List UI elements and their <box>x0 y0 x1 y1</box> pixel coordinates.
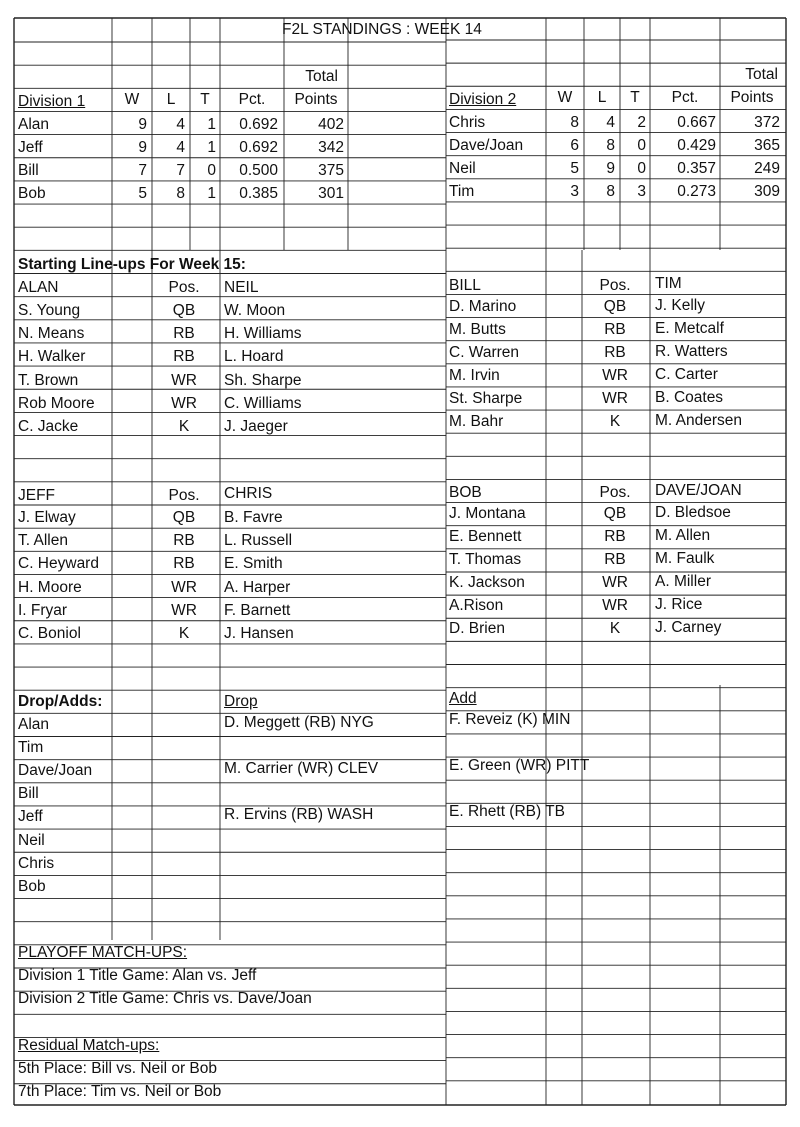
lineup-player: H. Williams <box>224 325 302 343</box>
standings-points: 301 <box>318 185 344 202</box>
lineup-player: I. Fryar <box>18 601 68 619</box>
standings-losses: 4 <box>176 139 185 156</box>
lineup-player: E. Bennett <box>449 528 522 545</box>
drop-column-label: Drop <box>224 693 258 710</box>
lineup-position: QB <box>603 298 627 315</box>
standings-team-name: Dave/Joan <box>449 137 524 154</box>
lineup-position: RB <box>604 321 626 338</box>
dropadd-team: Alan <box>18 716 50 733</box>
standings-ties: 0 <box>637 137 646 154</box>
standings-ties: 2 <box>637 114 646 131</box>
add-entry: E. Rhett (RB) TB <box>449 803 565 821</box>
div2-pct-header: Pct. <box>671 89 699 106</box>
division2-label: Division 2 <box>449 91 517 108</box>
lineup-player: T. Allen <box>18 532 68 550</box>
div1-l-header: L <box>166 91 176 108</box>
lineup-player: A. Harper <box>224 578 291 596</box>
lineup-player: T. Brown <box>18 371 79 389</box>
page-title: F2L STANDINGS : WEEK 14 <box>282 21 482 38</box>
lineup-player: H. Moore <box>18 578 82 596</box>
lineup-position: RB <box>604 528 626 545</box>
lineup-position: K <box>178 418 190 435</box>
lineup-player: H. Walker <box>18 348 86 366</box>
lineup-player: C. Williams <box>224 394 302 412</box>
lineup-position: WR <box>602 574 628 591</box>
lineup-player: M. Irvin <box>449 367 500 384</box>
lineup-player: M. Bahr <box>449 413 504 430</box>
lineup-owner-bob: BOB <box>449 484 482 501</box>
lineup-player: C. Heyward <box>18 555 99 573</box>
lineup-player: A. Miller <box>655 573 711 590</box>
div2-points-header: Points <box>730 89 774 106</box>
lineup-owner-tim: TIM <box>655 275 682 292</box>
standings-losses: 8 <box>606 183 615 200</box>
standings-losses: 4 <box>606 114 615 131</box>
standings-wins: 5 <box>570 160 579 177</box>
standings-ties: 1 <box>207 139 216 156</box>
standings-pct: 0.385 <box>239 185 278 202</box>
dropadd-team: Dave/Joan <box>18 762 93 780</box>
lineup-player: C. Boniol <box>18 625 81 642</box>
add-entry: E. Green (WR) PITT <box>449 757 590 775</box>
standings-ties: 3 <box>637 183 646 200</box>
lineup-player: J. Kelly <box>655 297 705 314</box>
lineup-position: QB <box>172 302 196 319</box>
standings-wins: 7 <box>138 162 147 179</box>
lineup-player: J. Jaeger <box>224 418 288 435</box>
standings-losses: 9 <box>606 160 615 177</box>
standings-pct: 0.692 <box>239 116 278 133</box>
standings-losses: 4 <box>176 116 185 133</box>
div2-title-game: Division 2 Title Game: Chris vs. Dave/Joan <box>18 990 312 1007</box>
lineup-owner-bill: BILL <box>449 277 481 294</box>
standings-points: 375 <box>318 162 344 179</box>
drop-entry: D. Meggett (RB) NYG <box>224 714 374 731</box>
lineup-player: Sh. Sharpe <box>224 371 302 389</box>
lineup-position: WR <box>602 367 628 384</box>
standings-pct: 0.500 <box>239 162 278 179</box>
lineup-player: S. Young <box>18 302 81 319</box>
lineup-player: W. Moon <box>224 302 286 319</box>
seventh-place-game: 7th Place: Tim vs. Neil or Bob <box>18 1083 222 1100</box>
lineup-position: WR <box>171 371 197 389</box>
lineup-player: B. Favre <box>224 509 283 526</box>
lineup-player: M. Andersen <box>655 412 743 429</box>
div1-total-header: Total <box>305 68 338 85</box>
add-entry: F. Reveiz (K) MIN <box>449 711 571 728</box>
div1-points-header: Points <box>294 91 338 108</box>
lineup-player: M. Allen <box>655 527 711 544</box>
lineup-player: F. Barnett <box>224 601 291 619</box>
standings-team-name: Chris <box>449 114 486 131</box>
dropadd-team: Neil <box>18 831 45 849</box>
playoff-heading: PLAYOFF MATCH-UPS: <box>18 944 188 961</box>
standings-ties: 0 <box>207 162 216 179</box>
lineup-owner-alan: ALAN <box>18 279 59 296</box>
standings-wins: 6 <box>570 137 579 154</box>
standings-ties: 1 <box>207 116 216 133</box>
standings-points: 372 <box>754 114 780 131</box>
lineup-position: WR <box>602 597 628 614</box>
lineup-player: J. Montana <box>449 505 526 522</box>
drop-entry: M. Carrier (WR) CLEV <box>224 760 379 778</box>
standings-team-name: Bill <box>18 162 39 179</box>
lineup-player: M. Faulk <box>655 550 715 567</box>
dropadd-team: Jeff <box>18 808 43 826</box>
lineup-position: WR <box>171 578 197 596</box>
lineups-heading: Starting Line-ups For Week 15: <box>18 256 246 273</box>
lineup-player: J. Elway <box>18 509 76 526</box>
lineup-player: E. Smith <box>224 555 283 573</box>
lineup-pos-header: Pos. <box>168 487 200 504</box>
lineup-player: J. Hansen <box>224 625 294 642</box>
lineup-position: K <box>178 625 190 642</box>
dropadd-team: Chris <box>18 854 55 872</box>
drop-entry: R. Ervins (RB) WASH <box>224 806 374 824</box>
standings-team-name: Jeff <box>18 139 43 156</box>
standings-wins: 5 <box>138 185 147 202</box>
standings-wins: 3 <box>570 183 579 200</box>
standings-wins: 9 <box>138 116 147 133</box>
drop-adds-heading: Drop/Adds: <box>18 693 103 710</box>
lineup-pos-header: Pos. <box>599 277 631 294</box>
standings-team-name: Tim <box>449 183 475 200</box>
lineup-position: WR <box>602 390 628 407</box>
lineup-position: RB <box>173 325 195 343</box>
lineup-player: St. Sharpe <box>449 390 523 407</box>
standings-ties: 0 <box>637 160 646 177</box>
lineup-player: J. Carney <box>655 619 722 636</box>
standings-points: 365 <box>754 137 780 154</box>
lineup-position: RB <box>173 555 195 573</box>
lineup-player: E. Metcalf <box>655 320 724 337</box>
lineup-player: N. Means <box>18 325 85 343</box>
lineup-player: L. Russell <box>224 532 293 550</box>
lineup-position: K <box>609 413 621 430</box>
residual-heading: Residual Match-ups: <box>18 1037 160 1054</box>
lineup-player: D. Brien <box>449 620 505 637</box>
lineup-player: K. Jackson <box>449 574 525 591</box>
lineup-position: RB <box>173 348 195 366</box>
dropadd-team: Bob <box>18 877 46 895</box>
lineup-position: QB <box>172 509 196 526</box>
standings-team-name: Alan <box>18 116 50 133</box>
standings-pct: 0.429 <box>677 137 716 154</box>
div2-l-header: L <box>597 89 607 106</box>
dropadd-team: Tim <box>18 739 44 757</box>
lineup-position: RB <box>173 532 195 550</box>
standings-pct: 0.692 <box>239 139 278 156</box>
div1-title-game: Division 1 Title Game: Alan vs. Jeff <box>18 967 257 984</box>
lineup-position: RB <box>604 551 626 568</box>
div2-t-header: T <box>630 89 640 106</box>
standings-pct: 0.273 <box>677 183 716 200</box>
lineup-position: RB <box>604 344 626 361</box>
div1-t-header: T <box>200 91 210 108</box>
lineup-player: T. Thomas <box>449 551 522 568</box>
fifth-place-game: 5th Place: Bill vs. Neil or Bob <box>18 1060 218 1077</box>
dropadd-team: Bill <box>18 785 39 803</box>
lineup-position: WR <box>171 601 197 619</box>
lineup-position: K <box>609 620 621 637</box>
lineup-owner-jeff: JEFF <box>18 487 56 504</box>
lineup-owner-chris: CHRIS <box>224 485 273 502</box>
lineup-pos-header: Pos. <box>599 484 631 501</box>
lineup-owner-neil: NEIL <box>224 279 259 296</box>
lineup-position: QB <box>603 505 627 522</box>
lineup-player: C. Jacke <box>18 418 79 435</box>
lineup-player: C. Warren <box>449 344 520 361</box>
div1-pct-header: Pct. <box>238 91 266 108</box>
standings-pct: 0.357 <box>677 160 716 177</box>
standings-losses: 8 <box>176 185 185 202</box>
standings-points: 342 <box>318 139 344 156</box>
lineup-player: A.Rison <box>449 597 504 614</box>
standings-team-name: Bob <box>18 185 46 202</box>
add-column-label: Add <box>449 690 477 707</box>
lineup-player: R. Watters <box>655 343 728 360</box>
lineup-position: WR <box>171 394 197 412</box>
lineup-player: L. Hoard <box>224 348 284 366</box>
lineup-player: D. Bledsoe <box>655 504 731 521</box>
standings-points: 402 <box>318 116 344 133</box>
standings-wins: 9 <box>138 139 147 156</box>
standings-wins: 8 <box>570 114 579 131</box>
div2-w-header: W <box>557 89 573 106</box>
lineup-pos-header: Pos. <box>168 279 200 296</box>
standings-team-name: Neil <box>449 160 476 177</box>
standings-points: 309 <box>754 183 780 200</box>
lineup-player: Rob Moore <box>18 394 95 412</box>
div1-w-header: W <box>124 91 140 108</box>
lineup-player: J. Rice <box>655 596 703 613</box>
standings-ties: 1 <box>207 185 216 202</box>
standings-pct: 0.667 <box>677 114 716 131</box>
division1-label: Division 1 <box>18 93 86 110</box>
lineup-player: C. Carter <box>655 366 718 383</box>
div2-total-header: Total <box>745 66 778 83</box>
lineup-player: B. Coates <box>655 389 724 406</box>
standings-losses: 7 <box>176 162 185 179</box>
standings-losses: 8 <box>606 137 615 154</box>
lineup-owner-davejoan: DAVE/JOAN <box>655 482 742 499</box>
lineup-player: M. Butts <box>449 321 506 338</box>
lineup-player: D. Marino <box>449 298 517 315</box>
standings-points: 249 <box>754 160 780 177</box>
